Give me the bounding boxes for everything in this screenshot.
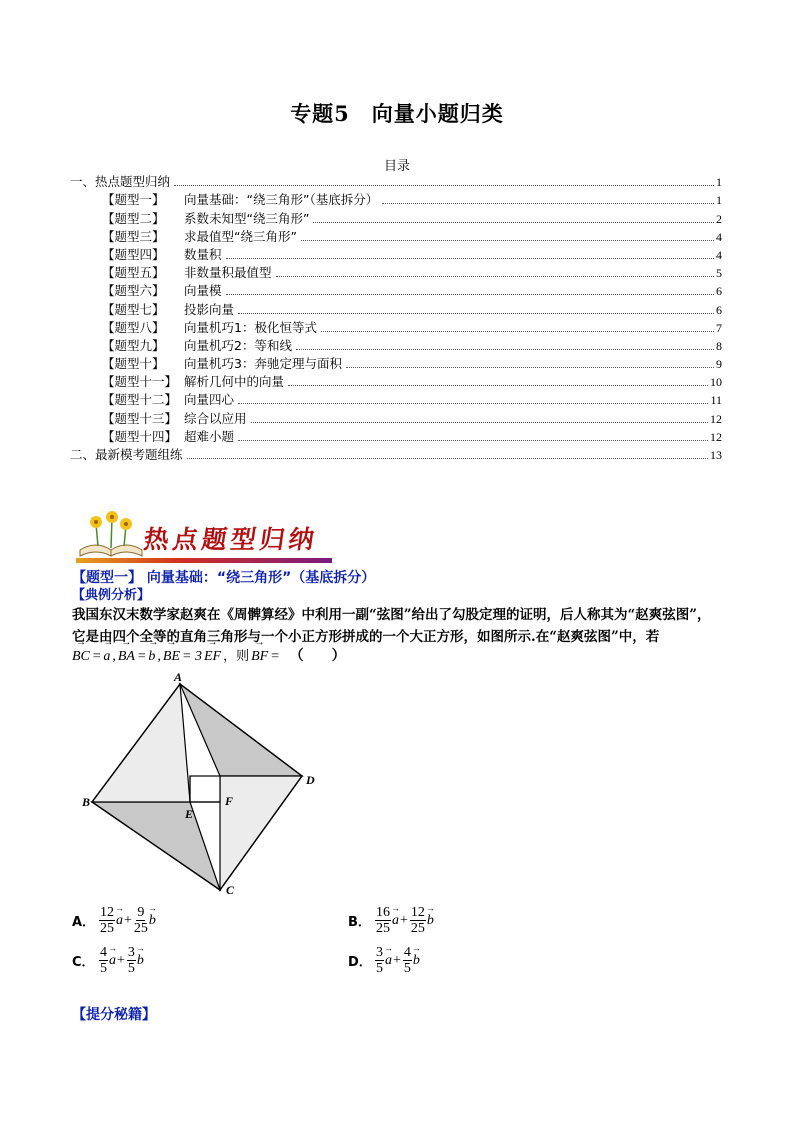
- toc-row[interactable]: [70, 408, 722, 426]
- toc-leader: [187, 458, 708, 459]
- toc-page: 5: [716, 266, 722, 281]
- vector-a: → a: [109, 953, 116, 969]
- term-a: [374, 945, 392, 976]
- toc-tag: 【题型六】: [102, 283, 165, 299]
- toc-row[interactable]: [70, 390, 722, 408]
- then-text: ，则: [223, 649, 250, 664]
- eq-3: = 3: [182, 649, 202, 664]
- toc-text: 二、最新模考题组练: [70, 447, 183, 462]
- numerator: 4: [403, 945, 411, 960]
- section-banner: [76, 510, 336, 566]
- toc-text: 求最值型“绕三角形”: [184, 228, 297, 244]
- toc-row[interactable]: [70, 281, 722, 299]
- toc-row[interactable]: [70, 227, 722, 245]
- choice-label: D．: [348, 955, 372, 970]
- vector-b: → b: [149, 913, 156, 929]
- toc-leader: [238, 440, 708, 441]
- numerator: 9: [137, 905, 145, 920]
- vector-ba: → BA: [118, 645, 135, 665]
- zhao-shuang-diagram: [80, 672, 320, 902]
- book-flower-icon: [76, 510, 146, 560]
- toc-page: 13: [710, 448, 722, 462]
- eq-1: =: [91, 649, 102, 664]
- fraction: [375, 945, 384, 976]
- label-a: A: [174, 672, 183, 684]
- denominator: 25: [410, 921, 425, 936]
- toc-page: 6: [716, 302, 722, 317]
- type-title: 向量基础：“绕三角形”（基底拆分）: [146, 570, 376, 586]
- toc-text: 向量机巧3：奔驰定理与面积: [184, 356, 342, 372]
- eq-2: =: [136, 649, 147, 664]
- vector-b: → b: [413, 953, 420, 969]
- toc-row[interactable]: [70, 172, 722, 190]
- toc-row[interactable]: [70, 299, 722, 317]
- toc-row[interactable]: [70, 318, 722, 336]
- toc-leader: [313, 222, 714, 223]
- term-b: [409, 905, 434, 936]
- toc-leader: [296, 349, 714, 350]
- vector-be: → BE: [163, 645, 180, 665]
- plus-sign: +: [393, 952, 401, 968]
- vector-a: → a: [392, 913, 399, 929]
- denominator: 5: [403, 961, 411, 976]
- vector-b: → b: [427, 913, 434, 929]
- toc-row[interactable]: [70, 445, 722, 463]
- label-d: D: [306, 773, 315, 787]
- toc-leader: [301, 240, 714, 241]
- toc-tag: 【题型十四】: [102, 428, 178, 444]
- vector-bf: → BF: [251, 645, 268, 665]
- toc-page: 12: [710, 429, 722, 444]
- fraction: [410, 905, 426, 936]
- toc-row[interactable]: [70, 427, 722, 445]
- numerator: 4: [100, 945, 107, 960]
- fraction: [375, 905, 391, 936]
- vector-b: → b: [137, 953, 144, 969]
- choice-c[interactable]: [72, 945, 144, 976]
- toc-page: 1: [716, 175, 722, 190]
- toc-page: 7: [716, 320, 722, 335]
- page-title: 专题5 向量小题归类: [290, 101, 504, 126]
- table-of-contents: [70, 172, 722, 463]
- toc-page: 4: [716, 229, 722, 244]
- toc-row[interactable]: [70, 190, 722, 208]
- term-b: [126, 945, 144, 976]
- label-b: B: [82, 795, 91, 809]
- toc-leader: [238, 313, 714, 314]
- choice-d[interactable]: [348, 945, 420, 976]
- toc-text: 向量机巧1：极化恒等式: [184, 319, 317, 335]
- label-f: F: [225, 794, 234, 808]
- fraction: [99, 905, 115, 936]
- toc-page: 8: [716, 338, 722, 353]
- fraction: [403, 945, 412, 976]
- toc-tag: 【题型九】: [102, 337, 165, 353]
- choice-label: B．: [348, 915, 371, 930]
- toc-page: 9: [716, 357, 722, 372]
- problem-line-1: 我国东汉末数学家赵爽在《周髀算经》中利用一副“弦图”给出了勾股定理的证明，后人称其为“赵爽弦图”，: [72, 607, 711, 623]
- toc-tag: 【题型二】: [102, 210, 165, 226]
- toc-tag: 【题型一】: [102, 192, 165, 208]
- comma-1: ,: [112, 649, 116, 664]
- toc-row[interactable]: [70, 263, 722, 281]
- toc-tag: 【题型十三】: [102, 410, 178, 426]
- toc-text: 一、热点题型归纳: [70, 174, 171, 190]
- banner-underline: [76, 558, 332, 563]
- vector-a: → a: [116, 913, 123, 929]
- toc-tag: 【题型十】: [102, 356, 165, 372]
- inner-square: [190, 776, 220, 802]
- problem-line-2: 它是由四个全等的直角三角形与一个小正方形拼成的一个大正方形，如图所示.在“赵爽弦图”中，若: [72, 629, 660, 645]
- vector-ef: → EF: [204, 645, 221, 665]
- toc-row[interactable]: [70, 245, 722, 263]
- toc-text: 向量机巧2：等和线: [184, 337, 292, 353]
- denominator: 25: [133, 921, 148, 936]
- toc-tag: 【题型七】: [102, 301, 165, 317]
- numerator: 3: [127, 945, 135, 960]
- fraction: [134, 905, 148, 936]
- toc-page: 4: [716, 247, 722, 262]
- toc-row[interactable]: [70, 208, 722, 226]
- toc-leader: [226, 258, 714, 259]
- toc-tag: 【题型十二】: [102, 392, 178, 408]
- term-b: [402, 945, 420, 976]
- toc-text: 超难小题: [184, 428, 235, 444]
- toc-leader: [288, 385, 708, 386]
- choice-a[interactable]: [72, 905, 156, 936]
- toc-page: 2: [716, 211, 722, 226]
- toc-tag: 【题型五】: [102, 265, 165, 281]
- toc-tag: 【题型十一】: [102, 374, 178, 390]
- toc-text: 向量基础：“绕三角形”（基底拆分）: [184, 192, 379, 208]
- label-e: E: [185, 807, 194, 821]
- choice-label: A．: [72, 915, 96, 930]
- plus-sign: +: [117, 952, 125, 968]
- choice-label: C．: [72, 955, 95, 970]
- toc-page: 1: [716, 193, 722, 208]
- toc-leader: [276, 276, 714, 277]
- fraction: [127, 945, 136, 976]
- comma-2: ,: [157, 649, 161, 664]
- problem-formula: [72, 645, 346, 665]
- banner-title: 热点题型归纳: [141, 525, 320, 554]
- toc-row[interactable]: [70, 372, 722, 390]
- toc-text: 向量模: [184, 283, 222, 299]
- choice-b[interactable]: [348, 905, 434, 936]
- fraction: [99, 945, 108, 976]
- toc-row[interactable]: [70, 336, 722, 354]
- toc-page: 10: [710, 375, 722, 390]
- numerator: 16: [376, 905, 390, 920]
- toc-leader: [321, 331, 714, 332]
- toc-leader: [226, 294, 714, 295]
- label-c: C: [226, 883, 235, 897]
- toc-row[interactable]: [70, 354, 722, 372]
- example-label: 【典例分析】: [72, 588, 151, 603]
- tips-label: 【提分秘籍】: [72, 1007, 156, 1023]
- numerator: 3: [376, 945, 383, 960]
- numerator: 12: [100, 905, 114, 920]
- term-b: [133, 905, 156, 936]
- denominator: 5: [127, 961, 135, 976]
- toc-leader: [382, 203, 714, 204]
- term-a: [374, 905, 399, 936]
- toc-text: 向量四心: [184, 392, 235, 408]
- denominator: 25: [376, 921, 390, 936]
- toc-text: 非数量积最值型: [184, 265, 272, 281]
- toc-tag: 【题型三】: [102, 228, 165, 244]
- denominator: 25: [100, 921, 114, 936]
- toc-text: 系数未知型“绕三角形”: [184, 210, 310, 226]
- vector-b: → b: [148, 645, 155, 665]
- toc-leader: [346, 367, 714, 368]
- toc-tag: 【题型四】: [102, 246, 165, 262]
- denominator: 5: [100, 961, 107, 976]
- toc-page: 12: [710, 411, 722, 426]
- toc-text: 综合以应用: [184, 410, 247, 426]
- vector-a: → a: [103, 645, 110, 665]
- term-a: [98, 905, 123, 936]
- toc-heading: 目录: [383, 159, 410, 174]
- toc-text: 投影向量: [184, 301, 235, 317]
- toc-leader: [251, 422, 708, 423]
- answer-blank: （ ）: [289, 649, 346, 664]
- type-tag: 【题型一】: [72, 570, 142, 586]
- toc-leader: [174, 185, 714, 186]
- term-a: [98, 945, 116, 976]
- toc-text: 数量积: [184, 246, 222, 262]
- toc-page: 6: [716, 284, 722, 299]
- vector-a: → a: [385, 953, 392, 969]
- eq-4: =: [270, 649, 280, 664]
- toc-text: 解析几何中的向量: [184, 374, 285, 390]
- toc-leader: [238, 403, 708, 404]
- vector-bc: → BC: [72, 645, 90, 665]
- triangle-ba: [92, 684, 190, 802]
- toc-page: 11: [710, 393, 722, 408]
- plus-sign: +: [124, 912, 132, 928]
- numerator: 12: [410, 905, 425, 920]
- denominator: 5: [376, 961, 383, 976]
- toc-tag: 【题型八】: [102, 319, 165, 335]
- plus-sign: +: [400, 912, 408, 928]
